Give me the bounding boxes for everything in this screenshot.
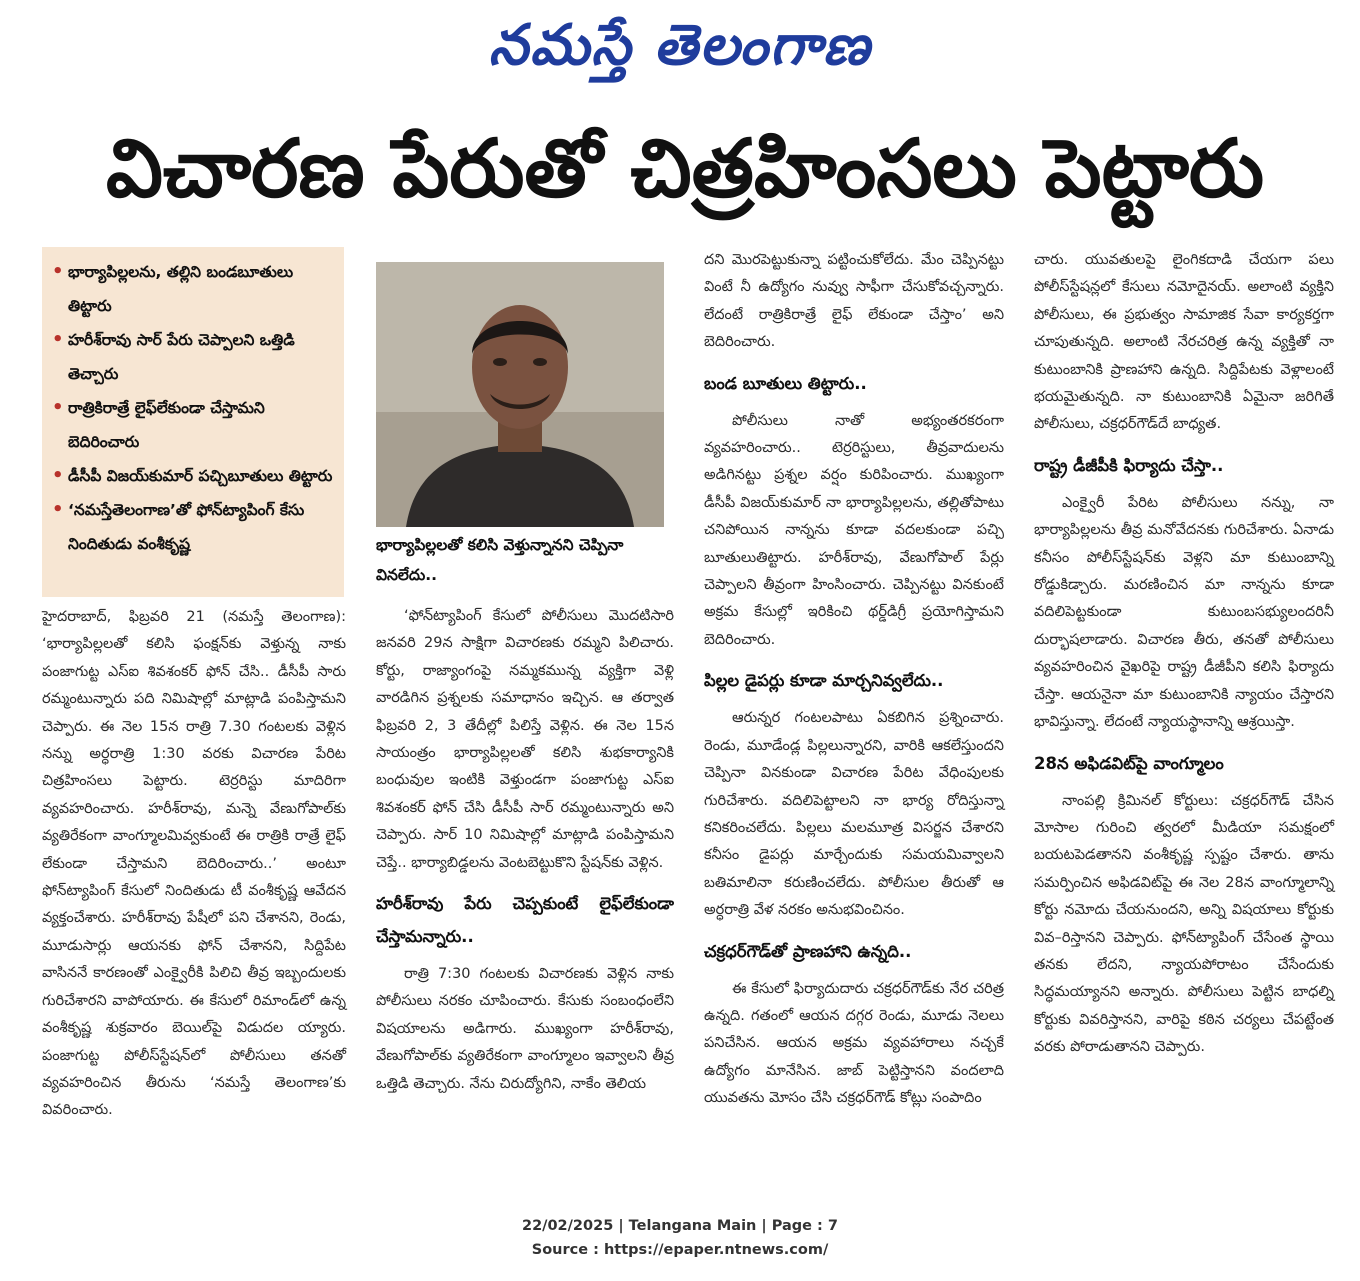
bullet-icon: • (52, 499, 64, 520)
person-illustration (376, 262, 664, 527)
article-paragraph: ఆరున్నర గంటలపాటు ఏకబిగిన ప్రశ్నించారు. రెండు, మూడేండ్ల పిల్లలున్నారని, వారికి ఆకలేస్తుందని చెప్పినా వినకుండా విచారణ పేరిట వేధింపులకు గురిచేశారు. వదిలిపెట్టాలని నా భార్య రోదిస్తున్నా కనికరించలేదు. పిల్లలు మలమూత్ర విసర్జన చేశారని కనీసం డైపర్లు మార్చేందుకు సమయమివ్వాలని బతిమాలినా కరుణించలేదు. పోలీసుల తీరుతో ఆ అర్ధరాత్రి వేళ నరకం అనుభవించినం. (704, 710, 1004, 919)
subheading: పిల్లల డైపర్లు కూడా మార్చనివ్వలేదు.. (704, 671, 944, 691)
highlight-item: • డీసీపీ విజయ్‌కుమార్ పచ్చిబూతులు తిట్టారు (52, 459, 334, 493)
article-column-3 (704, 247, 1004, 1113)
highlight-item: • హరీశ్‌రావు సార్ పేరు చెప్పాలని ఒత్తిడి తెచ్చారు (52, 323, 334, 391)
highlight-item: • భార్యాపిల్లలను, తల్లిని బండబూతులు తిట్టారు (52, 255, 334, 323)
article-column-1 (42, 604, 346, 1125)
footer-date-page: 22/02/2025 | Telangana Main | Page : 7 (521, 1218, 838, 1234)
footer-source-link[interactable]: Source : https://epaper.ntnews.com/ (531, 1242, 829, 1258)
highlights-box (42, 247, 344, 597)
article-column-2 (376, 603, 674, 1098)
bullet-icon: • (52, 261, 64, 282)
article-paragraph: ‘ఫోన్‌ట్యాపింగ్ కేసులో పోలీసులు మొదటిసారి జనవరి 29న సాక్షిగా విచారణకు రమ్మని పిలిచారు. కోర్టు, రాజ్యాంగంపై నమ్మకమున్న వ్యక్తిగా వెళ్లి వారడిగిన ప్రశ్నలకు సమాధానం ఇచ్చిన. ఆ తర్వాత ఫిబ్రవరి 2, 3 తేదీల్లో పిలిస్తే వెళ్లిన. ఈ నెల 15న సాయంత్రం భార్యాపిల్లలతో కలిసి శుభకార్యానికి బంధువుల ఇంటికి వెళ్తుండగా పంజాగుట్ట ఎస్‌ఐ శివశంకర్ ఫోన్ చేసి డీసీపీ సార్ రమ్మంటున్నారు అని చెప్పారు. సార్ 10 నిమిషాల్లో మాట్లాడి పంపిస్తామని చెప్తే.. భార్యాబిడ్డలను వెంటబెట్టుకొని స్టేషన్‌కు వెళ్లిన. (376, 608, 674, 871)
subheading: 28న అఫిడవిట్‌పై వాంగ్మూలం (1034, 753, 1224, 773)
article-paragraph: పోలీసులు నాతో అభ్యంతరకరంగా వ్యవహరించారు.. టెర్రరిస్టులు, తీవ్రవాదులను అడిగినట్టు ప్రశ్నల వర్షం కురిపించారు. ముఖ్యంగా డీసీపీ విజయ్‌కుమార్ నా భార్యాపిల్లలను, తల్లితోపాటు చనిపోయిన నాన్నను కూడా వదలకుండా పచ్చి బూతులుతిట్టారు. హరీశ్‌రావు, వేణుగోపాల్ పేర్లు చెప్పాలని తీవ్రంగా హింసించారు. చెప్పినట్టు వినకుంటే అక్రమ కేసుల్లో ఇరికించి థర్డ్‌డిగ్రీ ప్రయోగిస్తామని బెదిరించారు. (704, 412, 1004, 648)
article-paragraph: ఈ కేసులో ఫిర్యాదుదారు చక్రధర్‌గౌడ్‌కు నేర చరిత్ర ఉన్నది. గతంలో ఆయన దగ్గర రెండు, మూడు నెలలు పనిచేసిన. ఆయన అక్రమ వ్యవహారాలు నచ్చకే ఉద్యోగం మానేసిన. జాబ్ పెట్టిస్తానని వందలాది యువతను మోసం చేసి చక్రధర్‌గౌడ్ కోట్లు సంపాదిం (704, 980, 1004, 1107)
highlight-item: • ‘నమస్తేతెలంగాణ’తో ఫోన్‌ట్యాపింగ్ కేసు నిందితుడు వంశీకృష్ణ (52, 493, 334, 561)
article-column-4 (1034, 247, 1334, 1062)
headline: విచారణ పేరుతో చిత్రహింసలు పెట్టారు (105, 122, 1265, 215)
bullet-icon: • (52, 329, 64, 350)
article-paragraph: చారు. యువతులపై లైంగికదాడి చేయగా పలు పోలీస్‌స్టేషన్లలో కేసులు నమోదైనయ్. అలాంటి వ్యక్తిని పోలీసులు, ఈ ప్రభుత్వం సామాజిక సేవా కార్యకర్తగా చూపుతున్నది. అలాంటి నేరచరిత్ర ఉన్న వ్యక్తితో నా కుటుంబానికి ప్రాణహాని ఉన్నది. సిద్దిపేటకు వెళ్లాలంటే భయమైతున్నది. నా కుటుంబానికి ఏమైనా జరిగితే పోలీసులు, చక్రధర్‌గౌడ్‌దే బాధ్యత. (1034, 252, 1334, 433)
bullet-icon: • (52, 397, 64, 418)
photo-caption: భార్యాపిల్లలతో కలిసి వెళ్తున్నానని చెప్పినా వినలేదు.. (376, 536, 624, 584)
person-photo (376, 262, 664, 527)
highlight-item: • రాత్రికిరాత్రే లైఫ్‌లేకుండా చేస్తామని బెదిరించారు (52, 391, 334, 459)
subheading: చక్రధర్‌గౌడ్‌తో ప్రాణహాని ఉన్నది.. (704, 941, 912, 961)
article-paragraph: ఎంక్వైరీ పేరిట పోలీసులు నన్ను, నా భార్యాపిల్లలను తీవ్ర మనోవేదనకు గురిచేశారు. ఏనాడు కనీసం పోలీస్‌స్టేషన్‌కు వెళ్లని మా కుటుంబాన్ని రోడ్డుకిడ్చారు. మరణించిన మా నాన్నను కూడా వదిలిపెట్టకుండా కుటుంబసభ్యులందరినీ దుర్భాషలాడారు. విచారణ తీరు, తనతో పోలీసులు వ్యవహరించిన వైఖరిపై రాష్ట్ర డీజీపీని కలిసి ఫిర్యాదు చేస్తా. ఆయనైనా మా కుటుంబానికి న్యాయం చేస్తారని భావిస్తున్నా. లేదంటే న్యాయస్థానాన్ని ఆశ్రయిస్తా. (1034, 494, 1334, 731)
subheading: హరీశ్‌రావు పేరు చెప్పకుంటే లైఫ్‌లేకుండా చేస్తామన్నారు.. (376, 894, 674, 947)
subheading: రాష్ట్ర డీజీపీకి ఫిర్యాదు చేస్తా.. (1034, 455, 1224, 475)
bullet-icon: • (52, 465, 64, 486)
masthead-logo: నమస్తే తెలంగాణ (488, 13, 872, 78)
article-paragraph: దని మొరపెట్టుకున్నా పట్టించుకోలేదు. మేం చెప్పినట్టు వింటే నీ ఉద్యోగం నువ్వు సాఫీగా చేసుకోవచ్చన్నారు. లేదంటే రాత్రికిరాత్రే లైఫ్ లేకుండా చేస్తాం’ అని బెదిరించారు. (704, 252, 1004, 351)
article-paragraph: రాత్రి 7:30 గంటలకు విచారణకు వెళ్లిన నాకు పోలీసులు నరకం చూపించారు. కేసుకు సంబంధంలేని విషయాలను అడిగారు. ముఖ్యంగా హరీశ్‌రావు, వేణుగోపాల్‌కు వ్యతిరేకంగా వాంగ్మూలం ఇవ్వాలని తీవ్ర ఒత్తిడి తెచ్చారు. నేను చిరుద్యోగిని, నాకేం తెలియ (376, 966, 674, 1092)
article-paragraph: నాంపల్లి క్రిమినల్ కోర్టులు: చక్రధర్‌గౌడ్ చేసిన మోసాల గురించి త్వరలో మీడియా సమక్షంలో బయటపెడతానని వంశీకృష్ణ స్పష్టం చేశారు. తాను సమర్పించిన అఫిడవిట్‌పై ఈ నెల 28న వాంగ్మూలాన్ని కోర్టు నమోదు చేయనుందని, అన్ని విషయాలు కోర్టుకు వివ–రిస్తానని చెప్పారు. ఫోన్‌ట్యాపింగ్ చేసేంత స్థాయి తనకు లేదని, న్యాయపోరాటం చేసేందుకు సిద్ధమయ్యానని అన్నారు. పోలీసులు పెట్టిన బాధల్ని కోర్టుకు వివరిస్తానని, వారిపై కఠిన చర్యలు చేపట్టేంత వరకు పోరాడుతానని చెప్పారు. (1034, 792, 1334, 1056)
article-paragraph: హైదరాబాద్, ఫిబ్రవరి 21 (నమస్తే తెలంగాణ): ‘భార్యాపిల్లలతో కలిసి ఫంక్షన్‌కు వెళ్తున్న నాకు పంజాగుట్ట ఎస్‌ఐ శివశంకర్ ఫోన్ చేసి.. డీసీపీ సారు రమ్మంటున్నారు పది నిమిషాల్లో మాట్లాడి పంపిస్తామని చెప్పారు. ఈ నెల 15న రాత్రి 7.30 గంటలకు వెళ్లిన నన్ను అర్ధరాత్రి 1:30 వరకు విచారణ పేరిట చిత్రహింసలు పెట్టారు. టెర్రరిస్టు మాదిరిగా వ్యవహరించారు. హరీశ్‌రావు, మన్నె వేణుగోపాల్‌కు వ్యతిరేకంగా వాంగ్మూలమివ్వకుంటే ఈ రాత్రికి రాత్రే లైఫ్ లేకుండా చేస్తామని బెదిరించారు..’ అంటూ ఫోన్‌ట్యాపింగ్ కేసులో నిందితుడు టీ వంశీకృష్ణ ఆవేదన వ్యక్తంచేశారు. హరీశ్‌రావు పేషీలో పని చేశానని, రెండు, మూడుసార్లు ఆయనకు ఫోన్ చేశానని, సిద్దిపేట వాసిననే కారణంతో ఎంక్వైరీకి పిలిచి తీవ్ర ఇబ్బందులకు గురిచేశారని వాపోయారు. ఈ కేసులో రిమాండ్‌లో ఉన్న వంశీకృష్ణ శుక్రవారం బెయిల్‌పై విడుదల య్యారు. పంజాగుట్ట పోలీస్‌స్టేషన్‌లో పోలీసులు తనతో వ్యవహరించిన తీరును ‘నమస్తే తెలంగాణ’కు వివరించారు. (42, 609, 346, 1119)
subheading: బండ బూతులు తిట్టారు.. (704, 373, 867, 393)
